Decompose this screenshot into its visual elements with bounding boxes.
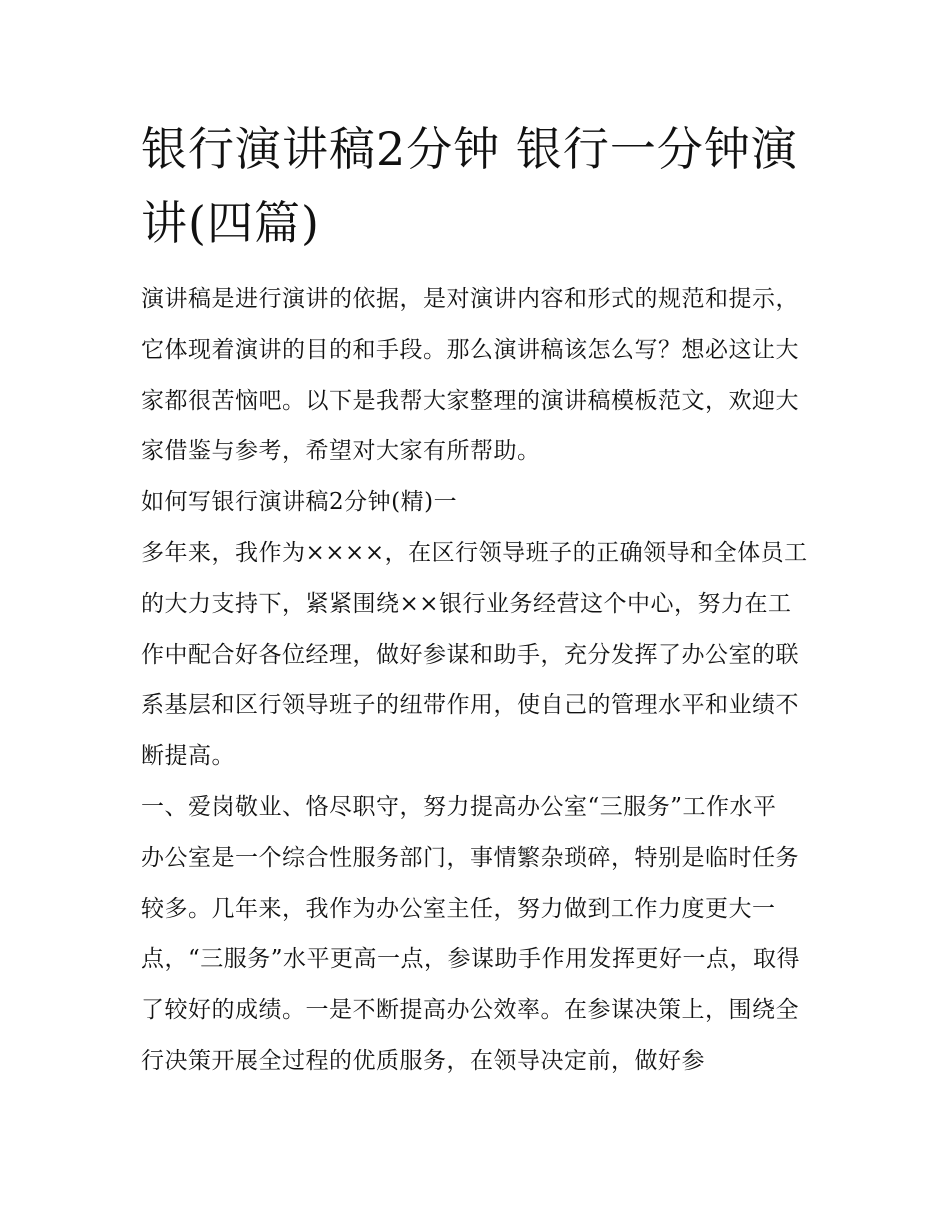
document-title: 银行演讲稿2分钟 银行一分钟演讲(四篇) xyxy=(141,122,798,250)
document-content xyxy=(141,112,813,1087)
body-paragraph: 办公室是一个综合性服务部门，事情繁杂琐碎，特别是临时任务较多。几年来，我作为办公室主任，努力做到工作力度更大一点，“三服务”水平更高一点，参谋助手作用发挥更好一点，取得了较好的成绩。一是不断提高办公效率。在参谋决策上，围绕全行决策开展全过程的优质服务，在领导决定前，做好参 xyxy=(141,844,801,1074)
subsection-heading: 一、爱岗敬业、恪尽职守，努力提高办公室“三服务”工作水平 xyxy=(141,793,777,820)
section-heading: 如何写银行演讲稿2分钟(精)一 xyxy=(141,489,458,516)
intro-paragraph: 演讲稿是进行演讲的依据，是对演讲内容和形式的规范和提示，它体现着演讲的目的和手段。那么演讲稿该怎么写？想必这让大家都很苦恼吧。以下是我帮大家整理的演讲稿模板范文，欢迎大家借鉴与参考，希望对大家有所帮助。 xyxy=(141,286,799,465)
document-body xyxy=(141,274,813,1087)
body-paragraph: 多年来，我作为××××，在区行领导班子的正确领导和全体员工的大力支持下，紧紧围绕××银行业务经营这个中心，努力在工作中配合好各位经理，做好参谋和助手，充分发挥了办公室的联系基层和区行领导班子的纽带作用，使自己的管理水平和业绩不断提高。 xyxy=(141,539,808,770)
